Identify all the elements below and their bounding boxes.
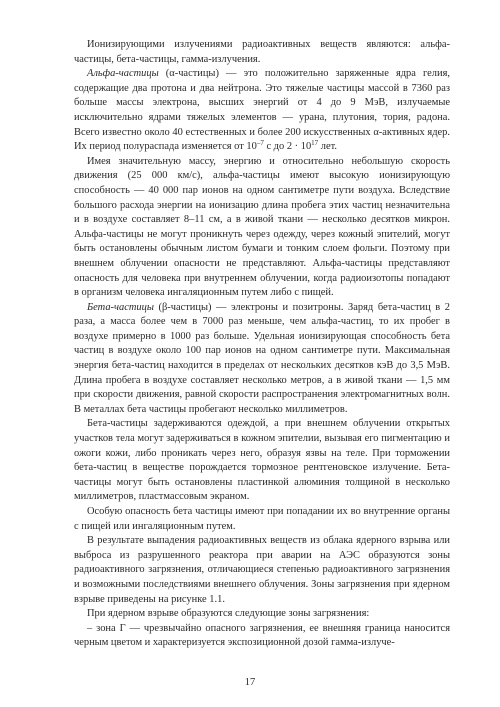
exponent: 17 — [311, 139, 319, 148]
paragraph-text: Ионизирующими излучениями радиоактивных веществ являются: альфа-частицы, бета-частицы, гамма-излучения. — [74, 39, 450, 65]
paragraph-alpha-properties — [74, 155, 450, 301]
paragraph-text: При ядерном взрыве образуются следующие зоны загрязнения: — [87, 608, 370, 620]
paragraph-text: (β-частицы) — электроны и позитроны. Заряд бета-частиц в 2 раза, а масса более чем в 7000 раз меньше, чем альфа-частиц, то их пробег в воздухе примерно в 1000 раз больше. Удельная ионизирующая способность бета частиц в воздухе около 100 пар ионов на одном сантиметре пути. Максимальная энергия бета-частиц находится в пределах от нескольких десятков кэВ до 3,5 МэВ. Длина пробега в воздухе составляет несколько метров, а в живой ткани — 1,5 мм при скорости движения, равной скорости распространения электромагнитных волн. В металлах бета частицы пробегают несколько миллиметров. — [74, 301, 450, 415]
paragraph-text: (α-частицы) — это положительно заряженные ядра гелия, содержащие два протона и два нейтрона. Это тяжелые частицы массой в 7360 раз больше массы электрона, высших энергий от 4 до 9 МэВ, излучаемые исключительно ядрами тяжелых элементов — урана, плутония, тория, радона. Всего известно около 40 естественных и более 200 искусственных α-активных ядер. Их период полураспада изменяется от 10 — [74, 68, 450, 153]
term-alpha-particles: Альфа-частицы — [87, 68, 159, 80]
exponent: –7 — [256, 139, 264, 148]
paragraph-zones-intro — [74, 607, 450, 622]
paragraph-text: Бета-частицы задерживаются одеждой, а при внешнем облучении открытых участков тела могут задерживаться в кожном эпителии, вызывая его пигментацию и ожоги кожи, либо проникать через него, образуя язвы на теле. При торможении бета-частиц в веществе порождается тормозное рентгеновское излучение. Бета-частицы могут быть остановлены пластинкой алюминия толщиной в несколько миллиметров, пластмассовым экраном. — [74, 418, 450, 503]
paragraph-beta-definition — [74, 301, 450, 418]
paragraph-zone-g — [74, 622, 450, 651]
paragraph-contamination-zones — [74, 534, 450, 607]
page-number: 17 — [244, 677, 256, 688]
body-text — [74, 38, 450, 651]
paragraph-text: В результате выпадения радиоактивных веществ из облака ядерного взрыва или выброса из разрушенного реактора при аварии на АЭС образуются зоны радиоактивного загрязнения, отличающиеся степенью радиоактивного загрязнения и возможными последствиями внешнего облучения. Зоны загрязнения при ядерном взрыве приведены на рисунке 1.1. — [74, 535, 450, 605]
paragraph-text: Особую опасность бета частицы имеют при попадании их во внутренние органы с пищей или ингаляционным путем. — [74, 506, 450, 532]
paragraph-beta-shielding — [74, 417, 450, 505]
paragraph-text: Имея значительную массу, энергию и относительно небольшую скорость движения (25 000 км/с), альфа-частицы имеют высокую ионизирующую способность — 40 000 пар ионов на одном сантиметре пути воздуха. Вследствие большого расхода энергии на ионизацию длина пробега этих частиц незначительна и в воздухе составляет 8–11 см, а в живой ткани — несколько десятков микрон. Альфа-частицы не могут проникнуть через одежду, через кожный эпителий, могут быть остановлены обычным листом бумаги и тонким слоем фольги. Поэтому при внешнем облучении опасности не представляют. Альфа-частицы представляют опасность для человека при внутреннем облучении, когда радиоизотопы попадают в организм человека ингаляционным путем либо с пищей. — [74, 155, 450, 299]
paragraph-text: – зона Г — чрезвычайно опасного загрязнения, ее внешняя граница наносится черным цветом и характеризуется экспозиционной дозой гамма-излуче- — [74, 622, 450, 649]
term-beta-particles: Бета-частицы — [87, 301, 154, 313]
paragraph-alpha-definition — [74, 67, 450, 155]
paragraph-beta-danger — [74, 505, 450, 534]
paragraph-text: с до 2 · 10 — [263, 141, 312, 153]
paragraph-text: лет. — [318, 141, 338, 153]
paragraph-intro — [74, 38, 450, 67]
